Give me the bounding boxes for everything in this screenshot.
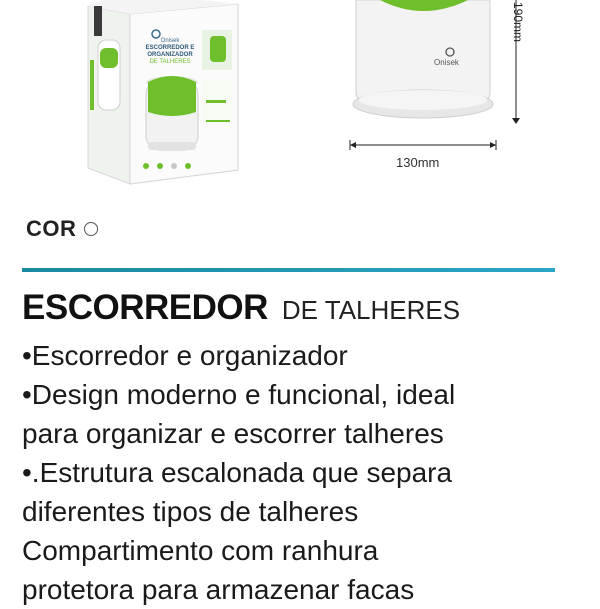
box-title-line1: ESCORREDOR E — [145, 45, 195, 51]
product-title-main: ESCORREDOR — [22, 288, 268, 327]
width-dimension-label: 130mm — [396, 155, 440, 170]
height-dimension-label: 190mm — [511, 2, 525, 43]
product-description — [22, 336, 582, 609]
product-box-image — [82, 0, 242, 190]
box-brand: Onisek — [160, 38, 180, 44]
box-illustration — [82, 0, 242, 190]
box-title-line3: DE TALHERES — [149, 59, 191, 65]
product-title — [22, 288, 460, 328]
color-label: COR — [26, 216, 77, 241]
description-line: diferentes tipos de talheres — [22, 496, 359, 527]
description-line: •.Estrutura escalonada que separa — [22, 457, 453, 488]
product-image — [340, 0, 540, 180]
box-title-line2: ORGANIZADOR — [147, 52, 193, 58]
description-line: •Escorredor e organizador — [22, 340, 348, 371]
color-selector — [26, 216, 98, 242]
section-divider — [22, 268, 555, 272]
product-illustration — [340, 0, 540, 180]
box-text — [142, 38, 198, 66]
description-line: para organizar e escorrer talheres — [22, 418, 444, 449]
product-title-sub: DE TALHERES — [281, 295, 461, 325]
description-line: Compartimento com ranhura — [22, 535, 379, 566]
description-line: •Design moderno e funcional, ideal — [22, 379, 456, 410]
product-brand: Onisek — [434, 58, 459, 67]
white-color-swatch-icon[interactable] — [84, 222, 98, 236]
description-line: protetora para armazenar facas — [22, 574, 415, 605]
